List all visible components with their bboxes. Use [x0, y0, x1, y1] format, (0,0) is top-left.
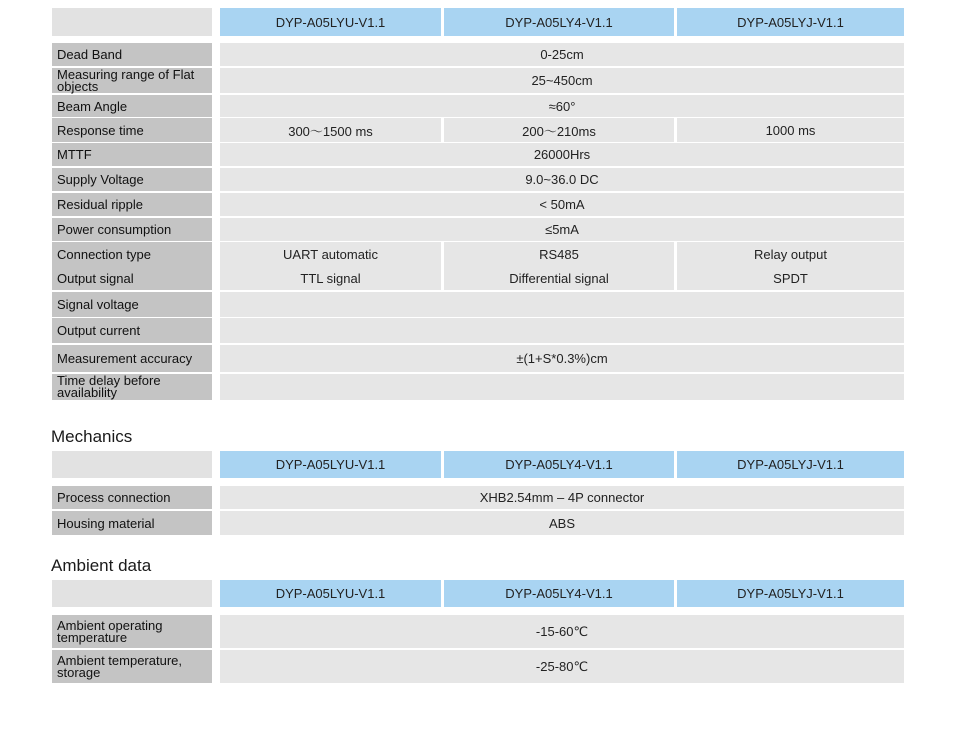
section-title-ambient-data: Ambient data [51, 556, 152, 575]
spec-row-beam-angle [52, 95, 904, 117]
row-value: -25-80℃ [220, 650, 904, 683]
row-value: 300～1500 ms [220, 118, 441, 142]
row-value: UART automatic [220, 242, 441, 266]
spec-row-output-current [52, 318, 904, 343]
row-value: < 50mA [220, 193, 904, 216]
row-label: Output signal [52, 266, 212, 290]
spec-row-dead-band [52, 43, 904, 66]
header-row [52, 8, 904, 36]
row-label: Time delay before availability [52, 374, 212, 400]
spec-row-measurement-accuracy [52, 345, 904, 372]
row-value: 1000 ms [677, 118, 904, 142]
row-label: Dead Band [52, 43, 212, 66]
column-header: DYP-A05LYJ-V1.1 [677, 580, 904, 607]
spec-row-connection-type [52, 242, 904, 266]
row-value [220, 318, 904, 343]
section-title-mechanics: Mechanics [51, 427, 133, 446]
row-label: Supply Voltage [52, 168, 212, 191]
spec-row-response-time [52, 118, 904, 142]
spec-row-residual-ripple [52, 193, 904, 216]
spec-row-measuring-range [52, 68, 904, 93]
row-value: -15-60℃ [220, 615, 904, 648]
row-value: Differential signal [444, 266, 674, 290]
row-value: 26000Hrs [220, 143, 904, 166]
spec-row-time-delay [52, 374, 904, 400]
spec-row-supply-voltage [52, 168, 904, 191]
column-header: DYP-A05LYU-V1.1 [220, 580, 441, 607]
column-header: DYP-A05LY4-V1.1 [444, 580, 674, 607]
column-header: DYP-A05LYJ-V1.1 [677, 451, 904, 478]
row-value: ABS [220, 511, 904, 535]
header-blank-cell [52, 8, 212, 36]
column-header: DYP-A05LYU-V1.1 [220, 451, 441, 478]
column-header: DYP-A05LY4-V1.1 [444, 451, 674, 478]
spec-row-housing-material [52, 511, 904, 535]
header-row [52, 451, 904, 478]
spec-row-mttf [52, 143, 904, 166]
row-label: Measurement accuracy [52, 345, 212, 372]
row-label: Ambient temperature, storage [52, 650, 212, 683]
spec-row-power-consumption [52, 218, 904, 241]
row-label: Power consumption [52, 218, 212, 241]
column-header: DYP-A05LYJ-V1.1 [677, 8, 904, 36]
row-label: Output current [52, 318, 212, 343]
row-value: ≤5mA [220, 218, 904, 241]
spec-row-ambient-storage-temperature [52, 650, 904, 683]
row-value [220, 374, 904, 400]
row-value: 25~450cm [220, 68, 904, 93]
row-value: ≈60° [220, 95, 904, 117]
row-label: Residual ripple [52, 193, 212, 216]
row-value: 200～210ms [444, 118, 674, 142]
header-blank-cell [52, 580, 212, 607]
row-value: ±(1+S*0.3%)cm [220, 345, 904, 372]
row-value [220, 292, 904, 317]
row-label: Response time [52, 118, 212, 142]
row-value: Relay output [677, 242, 904, 266]
header-row [52, 580, 904, 607]
row-label: Signal voltage [52, 292, 212, 317]
row-label: Process connection [52, 486, 212, 509]
row-label: Housing material [52, 511, 212, 535]
header-blank-cell [52, 451, 212, 478]
row-label: Ambient operating temperature [52, 615, 212, 648]
row-value: 0-25cm [220, 43, 904, 66]
column-header: DYP-A05LY4-V1.1 [444, 8, 674, 36]
spec-row-ambient-operating-temperature [52, 615, 904, 648]
spec-row-process-connection [52, 486, 904, 509]
spec-row-output-signal [52, 266, 904, 290]
row-value: SPDT [677, 266, 904, 290]
row-value: 9.0~36.0 DC [220, 168, 904, 191]
row-value: XHB2.54mm – 4P connector [220, 486, 904, 509]
column-header: DYP-A05LYU-V1.1 [220, 8, 441, 36]
row-label: Connection type [52, 242, 212, 266]
spec-row-signal-voltage [52, 292, 904, 317]
row-label: MTTF [52, 143, 212, 166]
row-value: TTL signal [220, 266, 441, 290]
row-value: RS485 [444, 242, 674, 266]
row-label: Beam Angle [52, 95, 212, 117]
row-label: Measuring range of Flat objects [52, 68, 212, 93]
